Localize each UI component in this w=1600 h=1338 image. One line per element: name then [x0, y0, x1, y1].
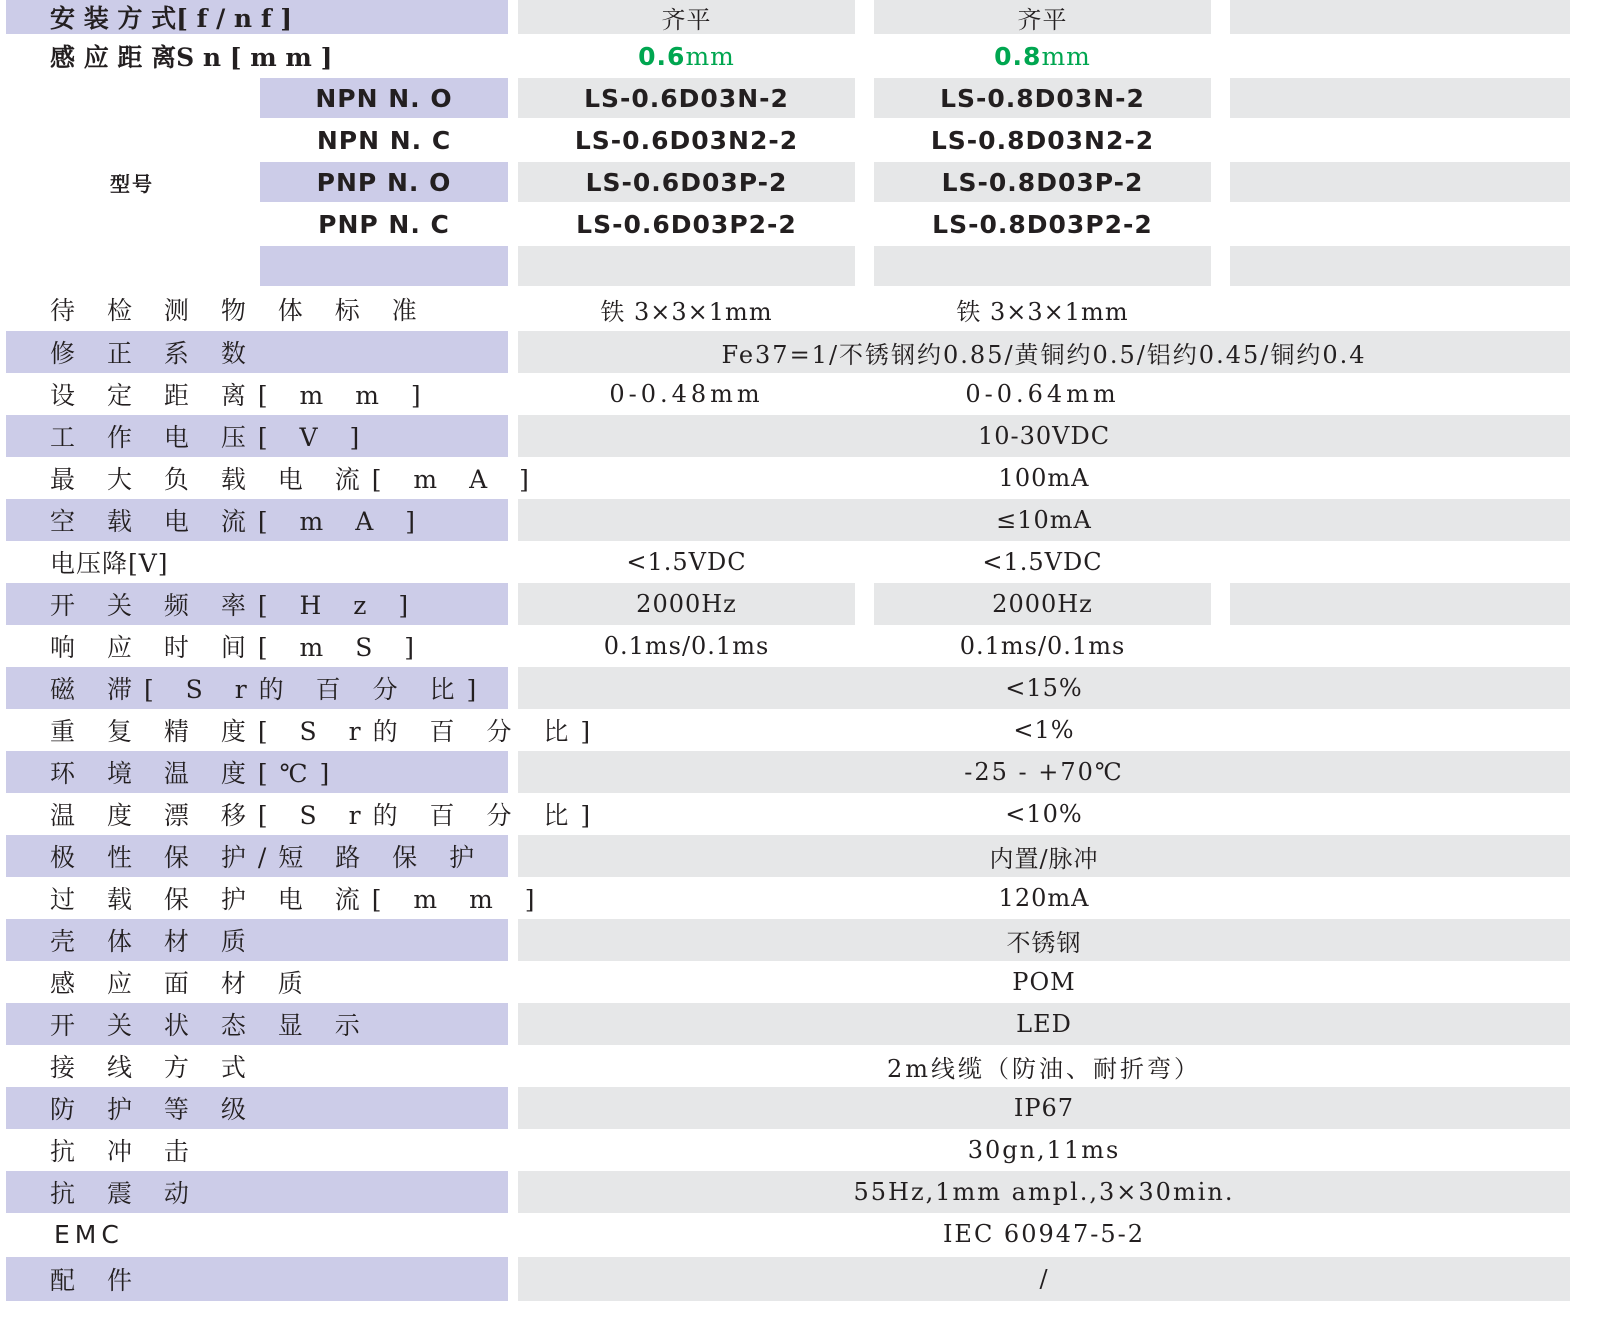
max-current-value: 100mA: [998, 464, 1090, 492]
temp-drift-value: <10%: [1005, 800, 1083, 828]
sensing-distance-col2: 0.8mm: [994, 41, 1091, 71]
label-voltage: 工 作 电 压[ V ]: [6, 415, 508, 457]
vibration-value: 55Hz,1mm ampl.,3×30min.: [518, 1171, 1570, 1213]
label-correction: 修 正 系 数: [6, 331, 508, 373]
target-col2: 铁 3×3×1mm: [956, 297, 1129, 326]
label-shock: 抗 冲 击: [50, 1137, 201, 1166]
ip-rating-value: IP67: [518, 1087, 1570, 1129]
model-col1-npn-nc: LS-0.6D03N2-2: [574, 125, 799, 155]
switch-frequency-col2: 2000Hz: [874, 583, 1211, 625]
response-time-col1: 0.1ms/0.1ms: [603, 632, 770, 660]
label-sensing-distance: 感 应 距 离S n [ m m ]: [50, 43, 333, 72]
model-sub-npn-no: NPN N. O: [260, 78, 508, 118]
shock-value: 30gn,11ms: [967, 1136, 1121, 1164]
housing-material-value: 不锈钢: [518, 919, 1570, 961]
hysteresis-value: <15%: [518, 667, 1570, 709]
label-vibration: 抗 震 动: [6, 1171, 508, 1213]
model-col2-empty: [874, 246, 1211, 286]
set-distance-col2: 0-0.64mm: [965, 380, 1120, 408]
correction-value: Fe37=1/不锈钢约0.85/黄铜约0.5/铝约0.45/铜约0.4: [518, 331, 1570, 373]
protection-value: 内置/脉冲: [518, 835, 1570, 877]
label-repeatability: 重 复 精 度[ S r的 百 分 比]: [50, 717, 603, 746]
model-col3-npn-no: [1230, 78, 1570, 118]
wiring-value: 2m线缆（防油、耐折弯）: [886, 1054, 1202, 1083]
switch-frequency-col1: 2000Hz: [518, 583, 855, 625]
label-mount: 安 装 方 式[ f / n f ]: [6, 0, 508, 34]
label-switch-frequency: 开 关 频 率[ H z ]: [6, 583, 508, 625]
model-col1-npn-no: LS-0.6D03N-2: [518, 78, 855, 118]
target-col1: 铁 3×3×1mm: [600, 297, 773, 326]
model-sub-empty: [260, 246, 508, 286]
model-sub-pnp-nc: PNP N. C: [318, 209, 450, 239]
label-hysteresis: 磁 滞[ S r的 百 分 比]: [6, 667, 508, 709]
noload-current-value: ≤10mA: [518, 499, 1570, 541]
label-noload-current: 空 载 电 流[ m A ]: [6, 499, 508, 541]
label-set-distance: 设 定 距 离[ m m ]: [50, 381, 433, 410]
model-sub-npn-nc: NPN N. C: [316, 125, 452, 155]
label-voltage-drop: 电压降[V]: [50, 549, 169, 578]
voltage-drop-col2: <1.5VDC: [982, 548, 1103, 576]
model-col2-pnp-no: LS-0.8D03P-2: [874, 162, 1211, 202]
switch-frequency-col3: [1230, 583, 1570, 625]
face-material-value: POM: [1012, 968, 1076, 996]
model-col1-pnp-nc: LS-0.6D03P2-2: [576, 209, 797, 239]
label-model: 型号: [110, 171, 154, 196]
label-ambient-temp: 环 境 温 度[℃]: [6, 751, 508, 793]
label-temp-drift: 温 度 漂 移[ S r的 百 分 比]: [50, 801, 603, 830]
label-emc: EMC: [54, 1219, 124, 1249]
sensing-distance-col1: 0.6mm: [638, 41, 735, 71]
model-col2-pnp-nc: LS-0.8D03P2-2: [932, 209, 1153, 239]
accessory-value: /: [518, 1257, 1570, 1301]
overload-current-value: 120mA: [998, 884, 1090, 912]
mount-col1: 齐平: [518, 0, 855, 34]
label-overload-current: 过 载 保 护 电 流[ m m ]: [50, 885, 547, 914]
mount-col2: 齐平: [874, 0, 1211, 34]
mount-col3: [1230, 0, 1570, 34]
status-indicator-value: LED: [518, 1003, 1570, 1045]
label-status-indicator: 开 关 状 态 显 示: [6, 1003, 508, 1045]
set-distance-col1: 0-0.48mm: [609, 380, 764, 408]
label-target: 待 检 测 物 体 标 准: [50, 296, 429, 325]
label-ip-rating: 防 护 等 级: [6, 1087, 508, 1129]
model-col1-empty: [518, 246, 855, 286]
model-col3-empty: [1230, 246, 1570, 286]
label-max-current: 最 大 负 载 电 流[ m A ]: [50, 465, 541, 494]
model-col2-npn-no: LS-0.8D03N-2: [874, 78, 1211, 118]
label-accessory: 配 件: [6, 1257, 508, 1301]
model-col2-npn-nc: LS-0.8D03N2-2: [930, 125, 1155, 155]
model-sub-pnp-no: PNP N. O: [260, 162, 508, 202]
label-protection: 极 性 保 护/短 路 保 护: [6, 835, 508, 877]
model-col3-pnp-no: [1230, 162, 1570, 202]
repeatability-value: <1%: [1013, 716, 1075, 744]
label-face-material: 感 应 面 材 质: [50, 969, 315, 998]
label-housing-material: 壳 体 材 质: [6, 919, 508, 961]
response-time-col2: 0.1ms/0.1ms: [959, 632, 1126, 660]
model-col1-pnp-no: LS-0.6D03P-2: [518, 162, 855, 202]
label-response-time: 响 应 时 间[ m S ]: [50, 633, 427, 662]
emc-value: IEC 60947-5-2: [942, 1220, 1146, 1248]
voltage-value: 10-30VDC: [518, 415, 1570, 457]
voltage-drop-col1: <1.5VDC: [626, 548, 747, 576]
ambient-temp-value: -25 - +70℃: [518, 751, 1570, 793]
label-wiring: 接 线 方 式: [50, 1053, 258, 1082]
